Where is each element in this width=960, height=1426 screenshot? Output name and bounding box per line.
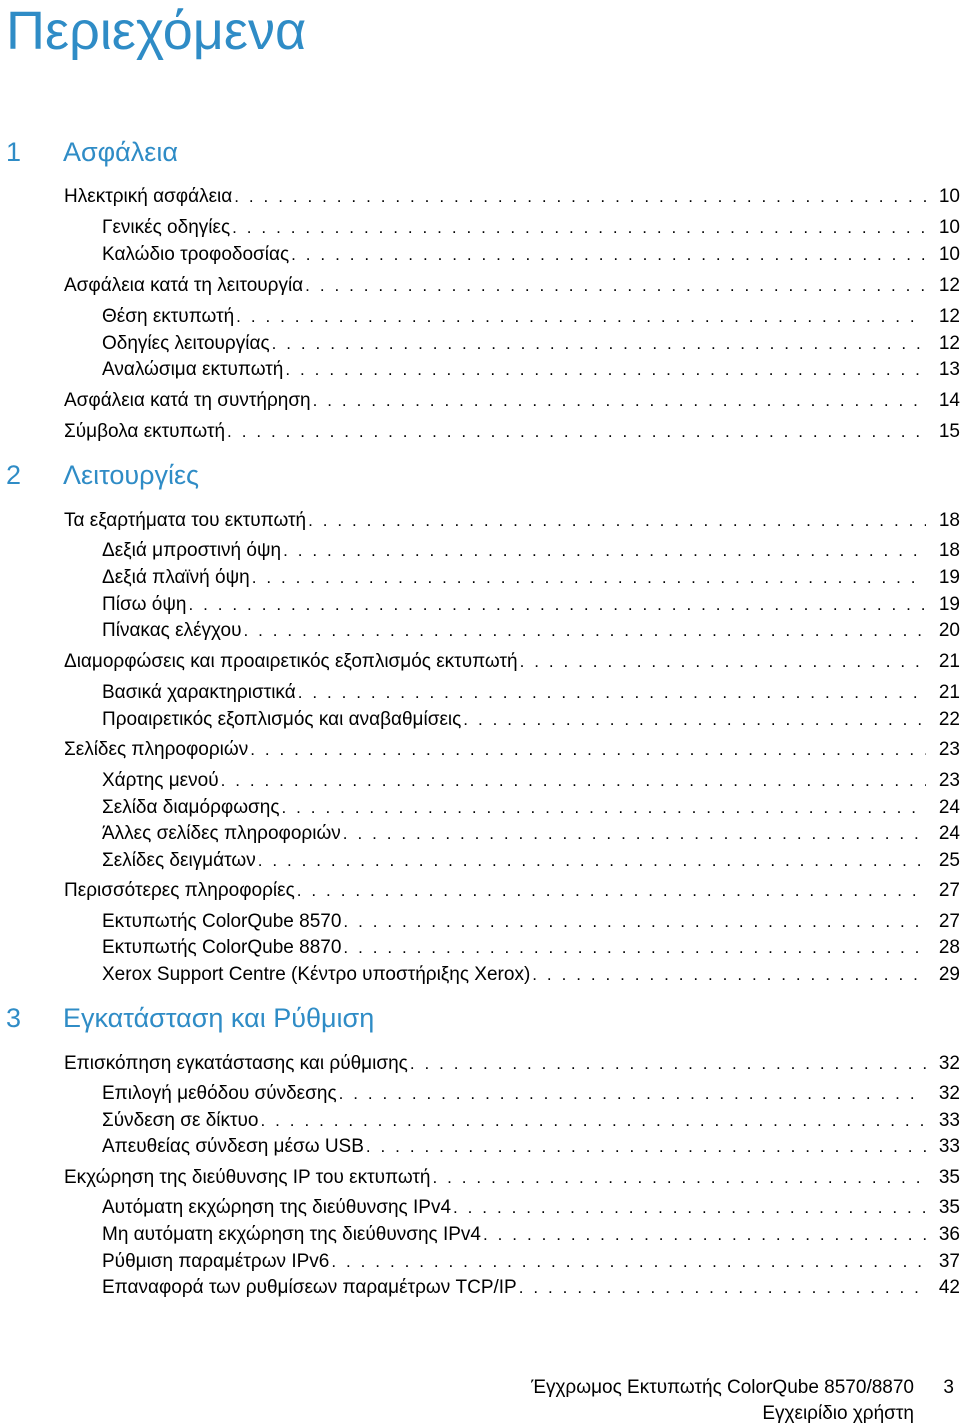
toc-page-number: 20 <box>938 620 960 641</box>
toc-entry-title: Διαμορφώσεις και προαιρετικός εξοπλισμός εκτυπωτή <box>64 651 518 672</box>
toc-page-number: 12 <box>938 333 960 354</box>
toc-entry[interactable] <box>102 1195 960 1221</box>
toc-entry[interactable] <box>102 935 960 961</box>
toc-entry[interactable] <box>102 680 960 706</box>
toc-entry[interactable] <box>102 618 960 644</box>
dot-leader <box>432 1165 926 1191</box>
toc-entry[interactable] <box>64 388 960 414</box>
footer-guide-name: Εγχειρίδιο χρήστη <box>762 1403 914 1424</box>
toc-entry-title: Xerox Support Centre (Κέντρο υποστήριξης Xerox) <box>102 964 531 985</box>
dot-leader <box>234 184 926 210</box>
toc-entry[interactable] <box>64 1165 960 1191</box>
dot-leader <box>453 1195 926 1221</box>
toc-page-number: 18 <box>938 540 960 561</box>
toc-page-number: 19 <box>938 567 960 588</box>
toc-entry[interactable] <box>102 331 960 357</box>
toc-page-number: 13 <box>938 359 960 380</box>
toc-page-number: 35 <box>938 1197 960 1218</box>
chapter-heading <box>6 135 178 169</box>
chapter-number: 1 <box>6 137 22 167</box>
toc-entry-title: Αναλώσιμα εκτυπωτή <box>102 359 284 380</box>
toc-page-number: 35 <box>938 1167 960 1188</box>
toc-entry[interactable] <box>102 1275 960 1301</box>
toc-page-number: 42 <box>938 1277 960 1298</box>
toc-entry-title: Καλώδιο τροφοδοσίας <box>102 244 290 265</box>
dot-leader <box>243 618 926 644</box>
toc-entry-title: Δεξιά πλαϊνή όψη <box>102 567 250 588</box>
toc-page-number: 14 <box>938 390 960 411</box>
toc-entry-title: Ασφάλεια κατά τη συντήρηση <box>64 390 311 411</box>
toc-entry-title: Ρύθμιση παραμέτρων IPv6 <box>102 1251 330 1272</box>
toc-page-number: 15 <box>938 421 960 442</box>
toc-entry[interactable] <box>102 565 960 591</box>
toc-entry[interactable] <box>64 508 960 534</box>
toc-entry-title: Σελίδα διαμόρφωσης <box>102 797 280 818</box>
dot-leader <box>410 1051 926 1077</box>
dot-leader <box>188 592 926 618</box>
toc-entry-title: Εκτυπωτής ColorQube 8870 <box>102 937 342 958</box>
toc-entry[interactable] <box>64 273 960 299</box>
toc-entry-title: Επαναφορά των ρυθμίσεων παραμέτρων TCP/IP <box>102 1277 517 1298</box>
dot-leader <box>463 707 926 733</box>
toc-entry[interactable] <box>102 538 960 564</box>
dot-leader <box>261 1108 927 1134</box>
toc-page-number: 23 <box>938 739 960 760</box>
toc-entry[interactable] <box>64 878 960 904</box>
dot-leader <box>305 273 926 299</box>
dot-leader <box>532 962 926 988</box>
dot-leader <box>339 1081 926 1107</box>
toc-page-number: 12 <box>938 306 960 327</box>
toc-page-number: 21 <box>938 682 960 703</box>
toc-page-number: 22 <box>938 709 960 730</box>
toc-page-number: 21 <box>938 651 960 672</box>
toc-entry[interactable] <box>102 821 960 847</box>
toc-page-number: 33 <box>938 1136 960 1157</box>
toc-entry[interactable] <box>64 184 960 210</box>
dot-leader <box>252 565 926 591</box>
toc-entry[interactable] <box>102 1134 960 1160</box>
toc-page-number: 23 <box>938 770 960 791</box>
toc-entry-title: Ασφάλεια κατά τη λειτουργία <box>64 275 304 296</box>
dot-leader <box>297 878 926 904</box>
dot-leader <box>291 242 926 268</box>
toc-page-number: 29 <box>938 964 960 985</box>
dot-leader <box>519 1275 926 1301</box>
toc-entry[interactable] <box>102 215 960 241</box>
dot-leader <box>285 357 926 383</box>
toc-page-number: 32 <box>938 1083 960 1104</box>
toc-entry[interactable] <box>102 909 960 935</box>
page-title: Περιεχόμενα <box>6 1 307 61</box>
dot-leader <box>343 909 926 935</box>
toc-entry[interactable] <box>102 1108 960 1134</box>
dot-leader <box>343 821 926 847</box>
toc-entry[interactable] <box>102 1249 960 1275</box>
dot-leader <box>227 419 926 445</box>
toc-page-number: 27 <box>938 911 960 932</box>
dot-leader <box>272 331 926 357</box>
toc-entry[interactable] <box>102 304 960 330</box>
toc-entry[interactable] <box>102 848 960 874</box>
toc-entry-title: Θέση εκτυπωτή <box>102 306 235 327</box>
chapter-title: Λειτουργίες <box>63 460 200 490</box>
dot-leader <box>221 768 926 794</box>
chapter-heading <box>6 1001 374 1035</box>
footer-product-line <box>531 1376 954 1400</box>
dot-leader <box>308 508 926 534</box>
dot-leader <box>250 737 926 763</box>
toc-entry[interactable] <box>102 357 960 383</box>
toc-entry[interactable] <box>102 1222 960 1248</box>
dot-leader <box>520 649 926 675</box>
toc-entry[interactable] <box>102 592 960 618</box>
toc-entry-title: Αυτόματη εκχώρηση της διεύθυνσης IPv4 <box>102 1197 452 1218</box>
toc-entry-title: Εκχώρηση της διεύθυνσης IP του εκτυπωτή <box>64 1167 431 1188</box>
toc-page-number: 28 <box>938 937 960 958</box>
toc-entry[interactable] <box>64 419 960 445</box>
toc-entry-title: Μη αυτόματη εκχώρηση της διεύθυνσης IPv4 <box>102 1224 481 1245</box>
toc-entry[interactable] <box>102 1081 960 1107</box>
toc-entry-title: Τα εξαρτήματα του εκτυπωτή <box>64 510 307 531</box>
dot-leader <box>313 388 926 414</box>
toc-page-number: 32 <box>938 1053 960 1074</box>
toc-entry-title: Χάρτης μενού <box>102 770 219 791</box>
dot-leader <box>282 795 927 821</box>
toc-page-number: 36 <box>938 1224 960 1245</box>
dot-leader <box>298 680 926 706</box>
toc-entry-title: Πίνακας ελέγχου <box>102 620 242 641</box>
toc-page-number: 10 <box>938 186 960 207</box>
toc-entry-title: Άλλες σελίδες πληροφοριών <box>102 823 341 844</box>
toc-entry-title: Εκτυπωτής ColorQube 8570 <box>102 911 342 932</box>
toc-entry[interactable] <box>64 1051 960 1077</box>
toc-entry[interactable] <box>102 962 960 988</box>
toc-entry[interactable] <box>64 649 960 675</box>
toc-entry-title: Βασικά χαρακτηριστικά <box>102 682 296 703</box>
toc-page-number: 25 <box>938 850 960 871</box>
toc-entry[interactable] <box>102 707 960 733</box>
dot-leader <box>331 1249 926 1275</box>
toc-entry-title: Σελίδες δειγμάτων <box>102 850 256 871</box>
toc-entry[interactable] <box>102 795 960 821</box>
footer-product-name: Έγχρωμος Εκτυπωτής ColorQube 8570/8870 <box>531 1377 914 1398</box>
chapter-title: Ασφάλεια <box>63 137 178 167</box>
toc-page-number: 18 <box>938 510 960 531</box>
toc-entry[interactable] <box>102 768 960 794</box>
chapter-title: Εγκατάσταση και Ρύθμιση <box>63 1003 375 1033</box>
toc-entry-title: Σύνδεση σε δίκτυο <box>102 1110 259 1131</box>
chapter-heading <box>6 458 199 492</box>
chapter-number: 3 <box>6 1003 22 1033</box>
toc-entry-title: Σύμβολα εκτυπωτή <box>64 421 226 442</box>
chapter-number: 2 <box>6 460 22 490</box>
toc-page-number: 10 <box>938 217 960 238</box>
toc-entry-title: Περισσότερες πληροφορίες <box>64 880 295 901</box>
toc-entry[interactable] <box>102 242 960 268</box>
toc-entry-title: Οδηγίες λειτουργίας <box>102 333 270 354</box>
toc-entry-title: Δεξιά μπροστινή όψη <box>102 540 282 561</box>
toc-page-number: 10 <box>938 244 960 265</box>
dot-leader <box>258 848 926 874</box>
toc-entry-title: Επιλογή μεθόδου σύνδεσης <box>102 1083 337 1104</box>
dot-leader <box>232 215 926 241</box>
toc-entry-title: Ηλεκτρική ασφάλεια <box>64 186 233 207</box>
toc-page-number: 27 <box>938 880 960 901</box>
toc-page-number: 24 <box>938 797 960 818</box>
dot-leader <box>343 935 926 961</box>
toc-entry-title: Επισκόπηση εγκατάστασης και ρύθμισης <box>64 1053 408 1074</box>
toc-page-number: 12 <box>938 275 960 296</box>
toc-page-number: 24 <box>938 823 960 844</box>
toc-entry[interactable] <box>64 737 960 763</box>
dot-leader <box>366 1134 926 1160</box>
dot-leader <box>483 1222 926 1248</box>
dot-leader <box>236 304 926 330</box>
dot-leader <box>283 538 926 564</box>
toc-entry-title: Προαιρετικός εξοπλισμός και αναβαθμίσεις <box>102 709 462 730</box>
toc-page-number: 37 <box>938 1251 960 1272</box>
toc-entry-title: Απευθείας σύνδεση μέσω USB <box>102 1136 364 1157</box>
toc-entry-title: Γενικές οδηγίες <box>102 217 231 238</box>
toc-page-number: 19 <box>938 594 960 615</box>
toc-entry-title: Σελίδες πληροφοριών <box>64 739 249 760</box>
toc-page-number: 33 <box>938 1110 960 1131</box>
toc-entry-title: Πίσω όψη <box>102 594 187 615</box>
page-number: 3 <box>943 1377 954 1398</box>
